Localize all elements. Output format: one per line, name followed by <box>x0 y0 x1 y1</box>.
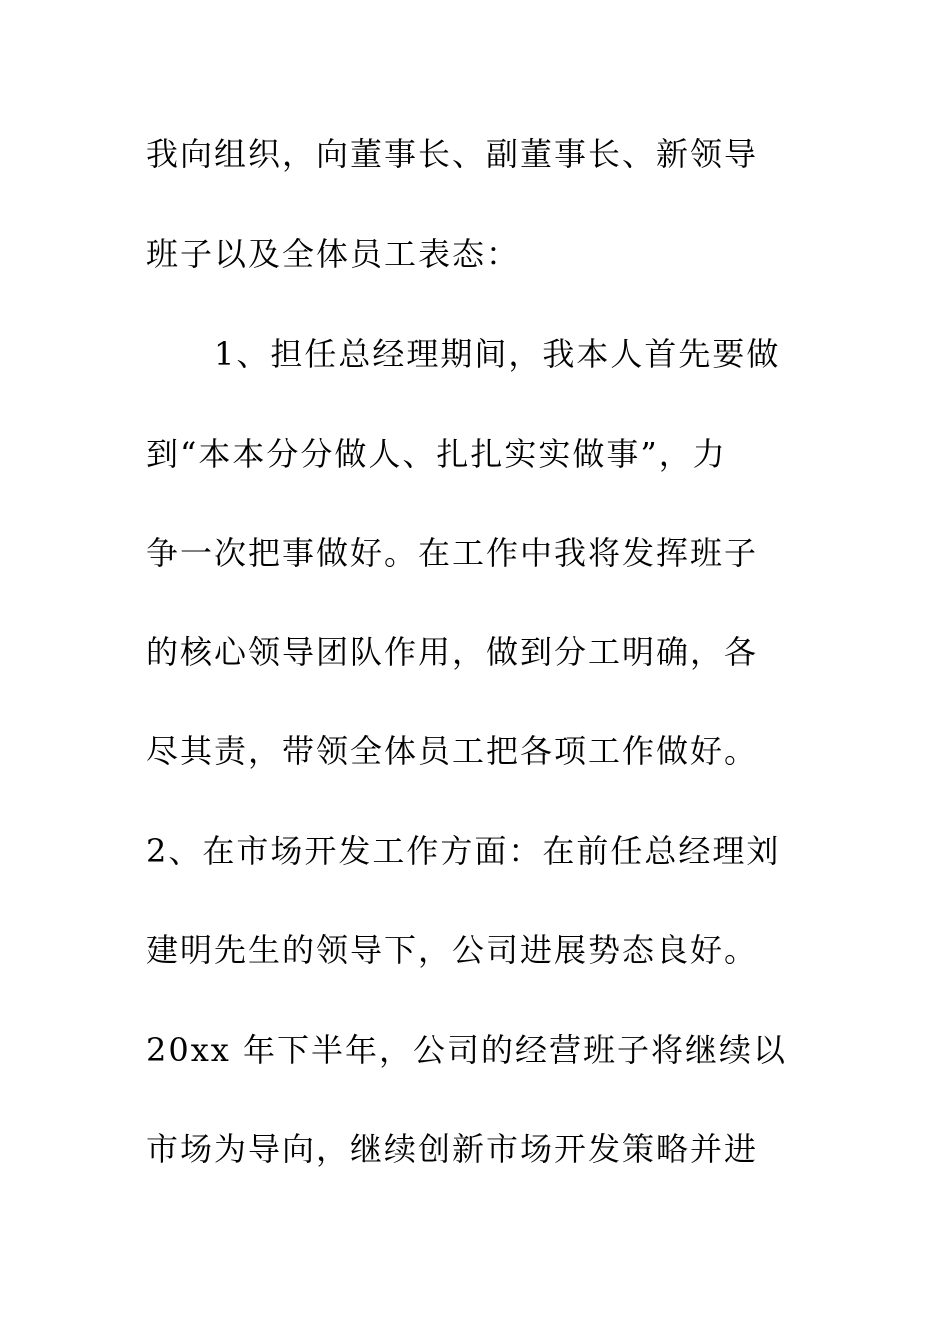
text-line: 1、担任总经理期间，我本人首先要做 <box>214 335 781 373</box>
text-line: 市场为导向，继续创新市场开发策略并进 <box>146 1130 759 1168</box>
text-line: 的核心领导团队作用，做到分工明确，各 <box>146 633 759 671</box>
text-line: 尽其责，带领全体员工把各项工作做好。 <box>146 732 759 770</box>
text-line: 争一次把事做好。在工作中我将发挥班子 <box>146 534 759 572</box>
text-line: 20xx 年下半年，公司的经营班子将继续以 <box>146 1031 787 1069</box>
text-line: 班子以及全体员工表态： <box>146 235 521 273</box>
text-line: 到“本本分分做人、扎扎实实做事”，力 <box>146 435 727 473</box>
text-line: 建明先生的领导下，公司进展势态良好。 <box>146 931 759 969</box>
text-line: 我向组织，向董事长、副董事长、新领导 <box>146 135 759 173</box>
text-line: 2、在市场开发工作方面：在前任总经理刘 <box>146 832 781 870</box>
